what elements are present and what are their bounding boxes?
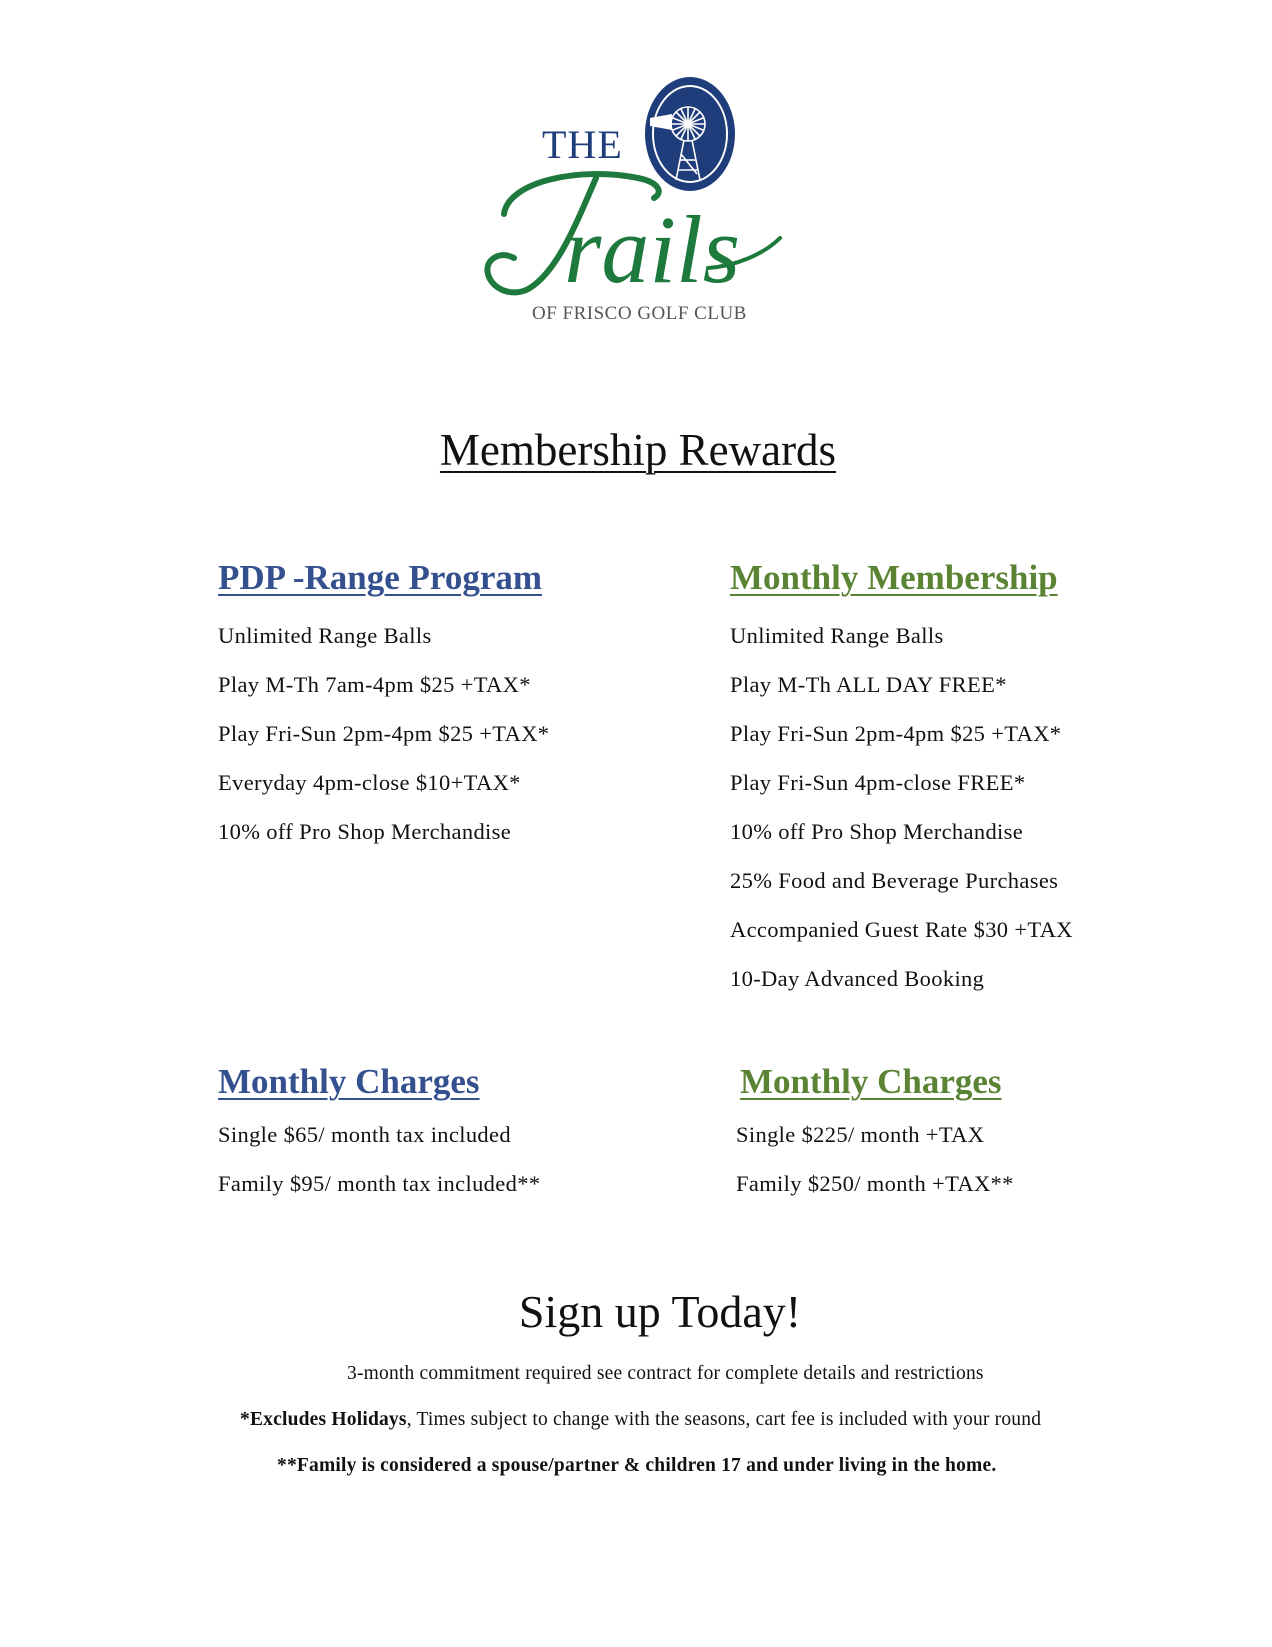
list-item: Single $225/ month +TAX (736, 1122, 985, 1147)
pdp-charges-heading: Monthly Charges (218, 1062, 480, 1101)
list-item: Family $250/ month +TAX** (736, 1171, 1014, 1196)
list-item: 10% off Pro Shop Merchandise (730, 819, 1024, 844)
list-item: Single $65/ month tax included (218, 1122, 511, 1147)
excludes-text: , Times subject to change with the seasons, cart fee is included with your round (406, 1409, 1042, 1430)
list-item: Play Fri-Sun 2pm-4pm $25 +TAX* (218, 721, 550, 746)
logo-subtitle: OF FRISCO GOLF CLUB (532, 303, 747, 324)
logo-trails: rails (564, 196, 741, 303)
family-note: **Family is considered a spouse/partner & children 17 and under living in the home. (277, 1455, 997, 1476)
list-item: Unlimited Range Balls (218, 623, 432, 648)
list-item: Play M-Th ALL DAY FREE* (730, 672, 1007, 697)
list-item: 10-Day Advanced Booking (730, 966, 985, 991)
list-item: Everyday 4pm-close $10+TAX* (218, 770, 521, 795)
signup-heading: Sign up Today! (518, 1286, 802, 1337)
monthly-charges-heading: Monthly Charges (740, 1062, 1002, 1101)
list-item: 10% off Pro Shop Merchandise (218, 819, 512, 844)
commitment-note: 3-month commitment required see contract for complete details and restrictions (347, 1363, 984, 1384)
excludes-note (240, 1406, 1041, 1434)
monthly-charges-list (736, 1120, 1014, 1218)
logo-the: THE (542, 122, 623, 167)
pdp-benefits-list (218, 621, 549, 866)
list-item: Play M-Th 7am-4pm $25 +TAX* (218, 672, 531, 697)
list-item: Family $95/ month tax included** (218, 1171, 541, 1196)
logo-oval (645, 77, 735, 191)
excludes-bold: *Excludes Holidays (240, 1409, 407, 1430)
list-item: 25% Food and Beverage Purchases (730, 868, 1059, 893)
monthly-benefits-list (730, 621, 1073, 1013)
pdp-charges-list (218, 1120, 540, 1218)
pdp-heading: PDP -Range Program (218, 558, 543, 597)
list-item: Play Fri-Sun 2pm-4pm $25 +TAX* (730, 721, 1062, 746)
monthly-membership-heading: Monthly Membership (730, 558, 1058, 597)
list-item: Unlimited Range Balls (730, 623, 944, 648)
club-logo (468, 74, 798, 344)
page-title: Membership Rewards (439, 425, 837, 475)
list-item: Accompanied Guest Rate $30 +TAX (730, 917, 1073, 942)
list-item: Play Fri-Sun 4pm-close FREE* (730, 770, 1026, 795)
